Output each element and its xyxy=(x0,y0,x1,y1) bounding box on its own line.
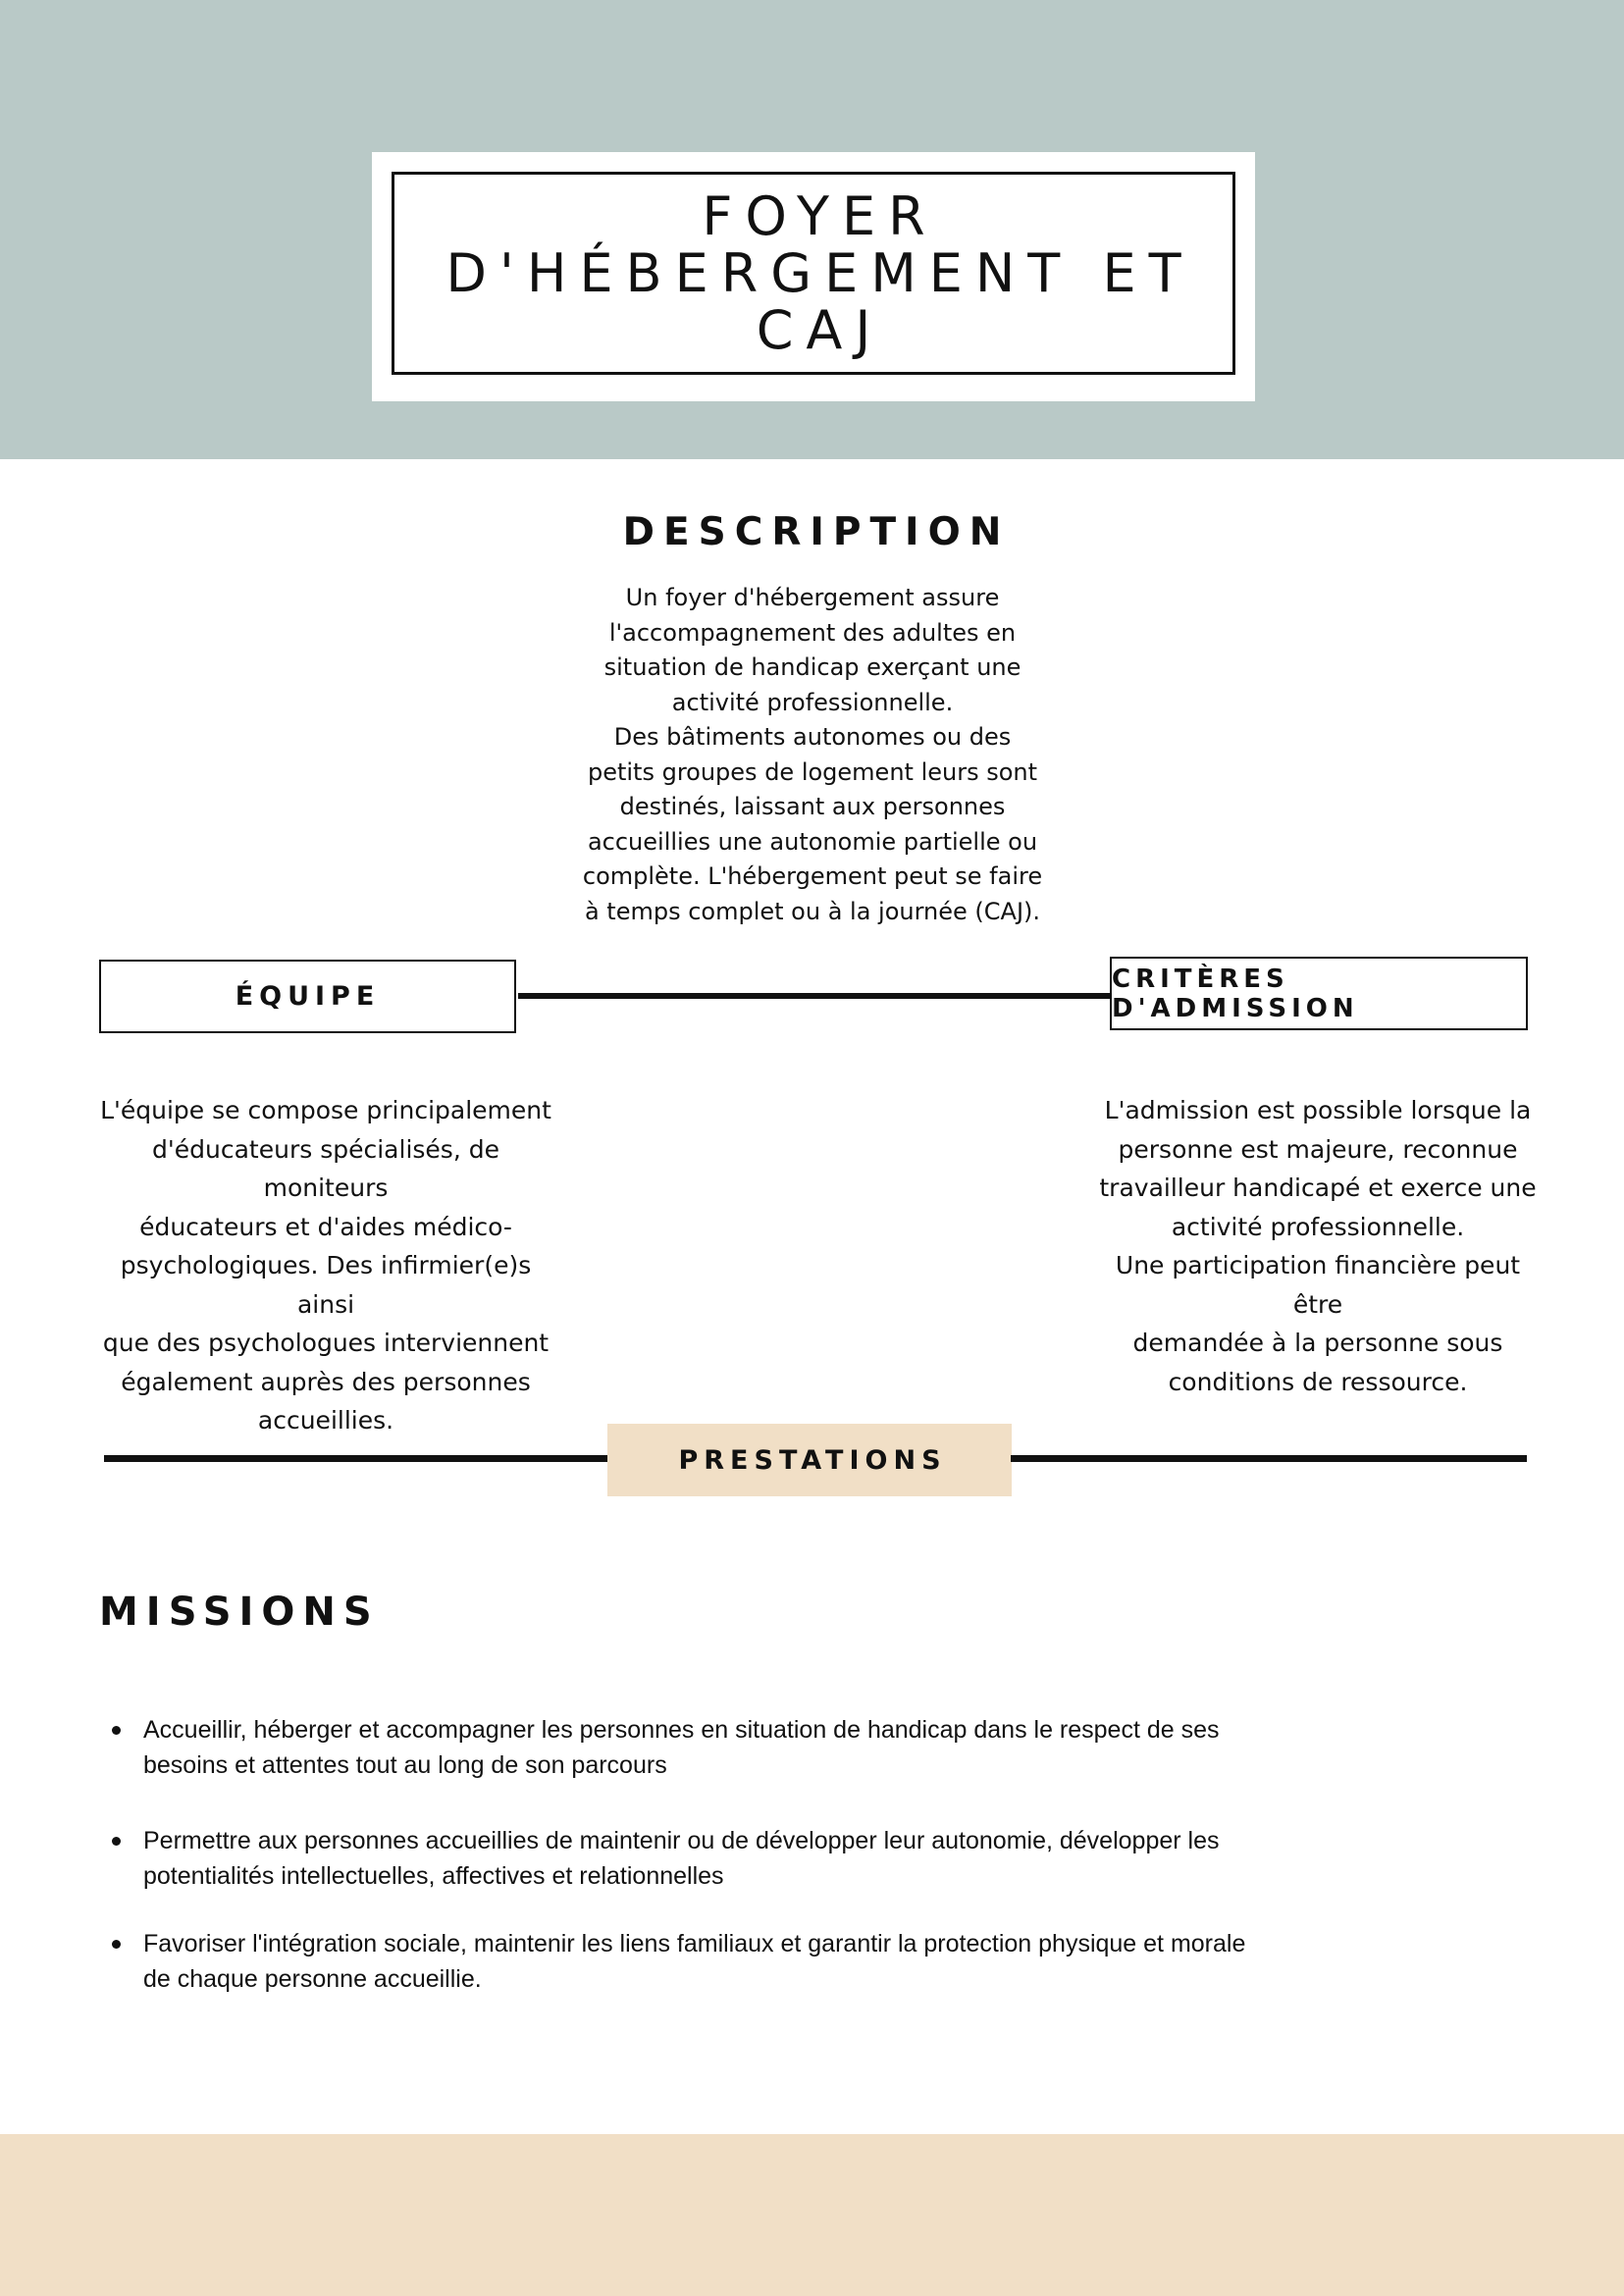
mission-line: Favoriser l'intégration sociale, maintenir les liens familiaux et garantir la protection physique et morale xyxy=(143,1930,1246,1957)
description-line: Des bâtiments autonomes ou des xyxy=(613,723,1012,751)
list-item xyxy=(108,1823,1266,1894)
equipe-line: également auprès des personnes xyxy=(121,1367,531,1396)
criteres-line: L'admission est possible lorsque la xyxy=(1104,1096,1532,1124)
equipe-line: psychologiques. Des infirmier(e)s ainsi xyxy=(120,1251,532,1319)
mission-line: potentialités intellectuelles, affectives et relationnelles xyxy=(143,1862,724,1890)
description-heading: DESCRIPTION xyxy=(622,510,1011,554)
equipe-text xyxy=(95,1091,556,1440)
page-title xyxy=(433,184,1194,361)
criteres-label-box xyxy=(1110,957,1528,1030)
description-line: activité professionnelle. xyxy=(671,688,954,716)
description-line: destinés, laissant aux personnes xyxy=(619,793,1006,820)
criteres-text xyxy=(1091,1091,1545,1401)
prestations-label-box xyxy=(607,1424,1012,1496)
missions-heading: MISSIONS xyxy=(99,1590,380,1635)
criteres-line: demandée à la personne sous xyxy=(1132,1329,1503,1357)
title-line-1: FOYER xyxy=(702,184,938,247)
equipe-label: ÉQUIPE xyxy=(235,981,381,1012)
equipe-line: accueillies. xyxy=(257,1406,394,1435)
criteres-line: personne est majeure, reconnue xyxy=(1118,1134,1518,1164)
list-item xyxy=(108,1926,1266,1997)
criteres-label: CRITÈRES D'ADMISSION xyxy=(1112,964,1359,1023)
description-line: situation de handicap exerçant une xyxy=(603,653,1022,681)
description-line: accueillies une autonomie partielle ou xyxy=(587,827,1038,856)
description-line: petits groupes de logement leurs sont xyxy=(587,757,1038,786)
bullet-icon xyxy=(112,1726,121,1735)
missions-list xyxy=(108,1712,1266,1997)
title-frame xyxy=(392,172,1235,375)
mission-line: de chaque personne accueillie. xyxy=(143,1965,482,1993)
bullet-icon xyxy=(112,1837,121,1846)
mission-line: Permettre aux personnes accueillies de maintenir ou de développer leur autonomie, développer les xyxy=(143,1827,1220,1854)
description-line: complète. L'hébergement peut se faire xyxy=(582,862,1043,890)
bullet-icon xyxy=(112,1940,121,1949)
criteres-line: conditions de ressource. xyxy=(1168,1367,1468,1396)
title-line-2: D'HÉBERGEMENT ET xyxy=(445,241,1194,304)
title-card xyxy=(372,152,1255,401)
footer-band xyxy=(0,2134,1624,2296)
title-line-3: CAJ xyxy=(756,298,884,361)
criteres-line: activité professionnelle. xyxy=(1171,1212,1465,1241)
criteres-line: Une participation financière peut être xyxy=(1115,1251,1521,1319)
prestations-rule-right xyxy=(1011,1455,1527,1462)
description-line: Un foyer d'hébergement assure xyxy=(625,584,1000,611)
description-line: à temps complet ou à la journée (CAJ). xyxy=(584,897,1041,925)
equipe-label-box xyxy=(99,960,516,1033)
list-item xyxy=(108,1712,1266,1783)
mission-line: Accueillir, héberger et accompagner les personnes en situation de handicap dans le respect de ses xyxy=(143,1716,1220,1744)
criteres-line: travailleur handicapé et exerce une xyxy=(1099,1174,1537,1202)
description-line: l'accompagnement des adultes en xyxy=(608,618,1017,647)
prestations-label: PRESTATIONS xyxy=(678,1444,947,1476)
equipe-line: d'éducateurs spécialisés, de moniteurs xyxy=(152,1134,499,1202)
connector-line xyxy=(518,993,1110,999)
prestations-rule-left xyxy=(104,1455,608,1462)
equipe-line: éducateurs et d'aides médico- xyxy=(139,1212,512,1241)
equipe-line: que des psychologues interviennent xyxy=(102,1329,550,1357)
mission-line: besoins et attentes tout au long de son parcours xyxy=(143,1751,667,1779)
description-text xyxy=(567,581,1058,929)
equipe-line: L'équipe se compose principalement xyxy=(100,1096,551,1124)
